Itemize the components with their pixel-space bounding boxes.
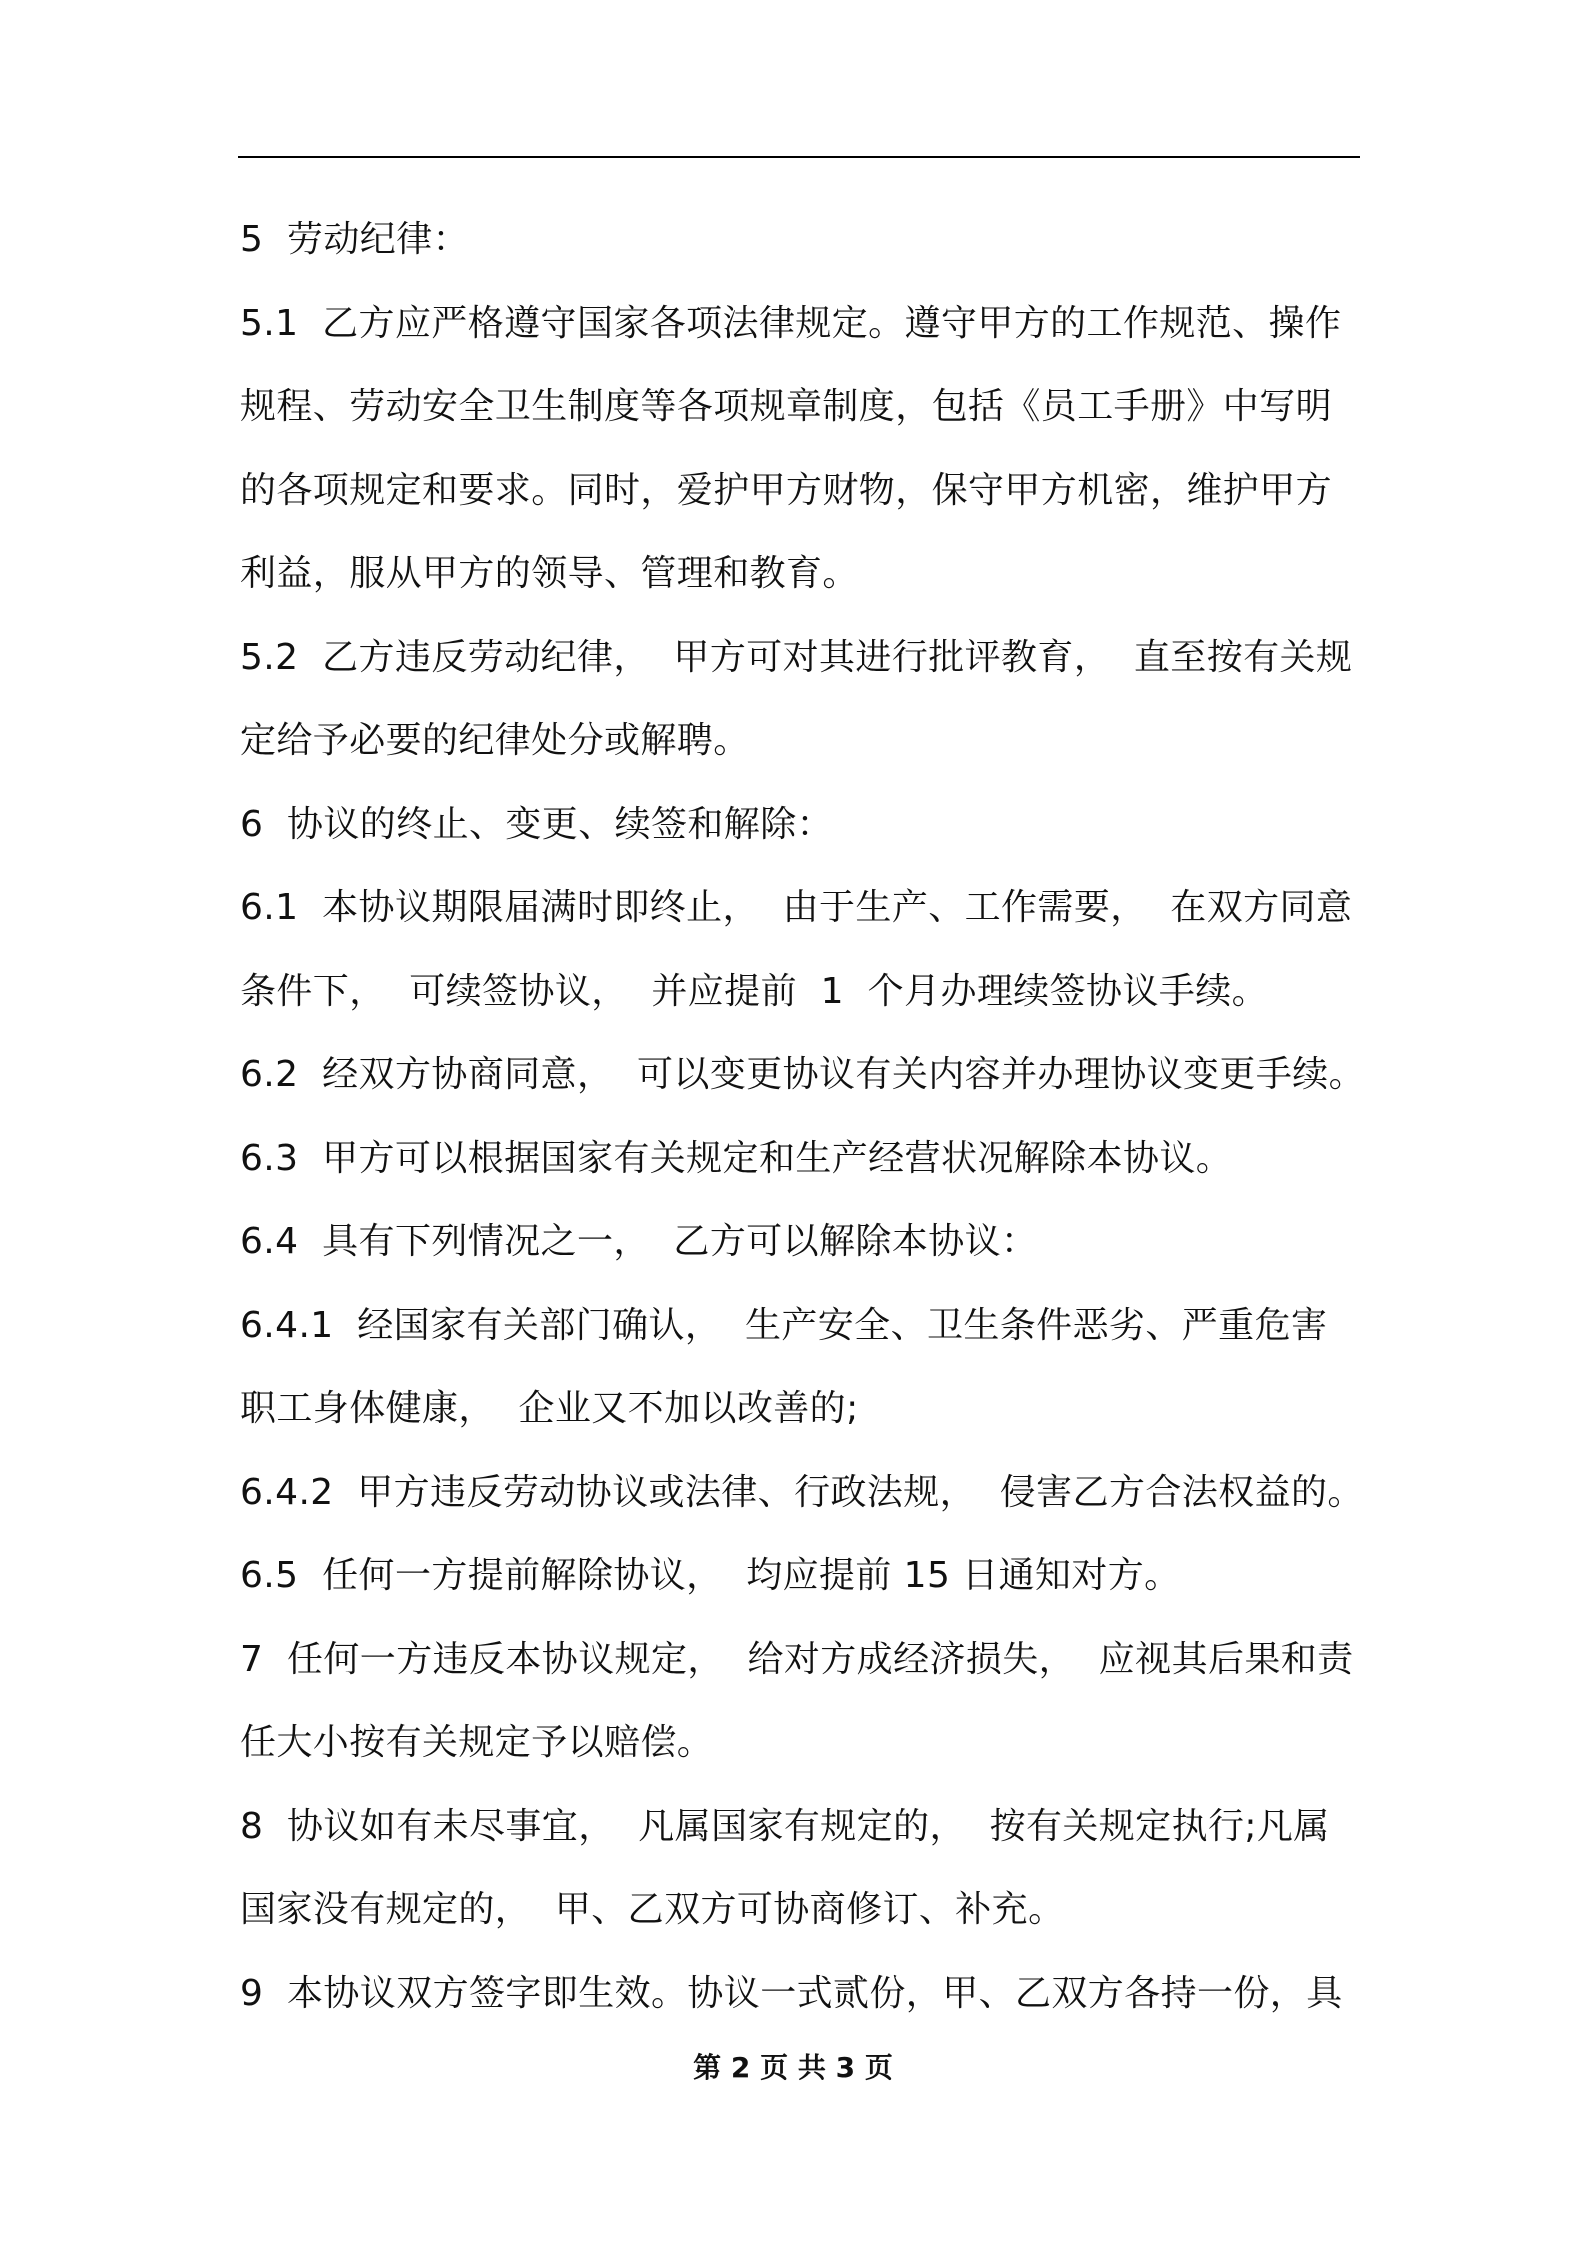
document-body [240, 198, 1370, 2035]
text-line: 国家没有规定的， 甲、乙双方可协商修订、补充。 [240, 1889, 1065, 1930]
text-line: 6 协议的终止、变更、续签和解除： [240, 803, 833, 845]
text-line: 6.4 具有下列情况之一， 乙方可以解除本协议： [240, 1221, 1038, 1262]
text-line: 5.2 乙方违反劳动纪律， 甲方可对其进行批评教育， 直至按有关规 [240, 636, 1353, 678]
text-line: 6.3 甲方可以根据国家有关规定和生产经营状况解除本协议。 [240, 1137, 1233, 1179]
text-line: 5.1 乙方应严格遵守国家各项法律规定。遵守甲方的工作规范、操作 [240, 302, 1342, 344]
text-line: 6.2 经双方协商同意， 可以变更协议有关内容并办理协议变更手续。 [240, 1054, 1366, 1095]
text-line: 任大小按有关规定予以赔偿。 [240, 1722, 714, 1763]
text-line: 职工身体健康， 企业又不加以改善的; [240, 1388, 859, 1429]
text-line: 6.1 本协议期限届满时即终止， 由于生产、工作需要， 在双方同意 [240, 887, 1353, 928]
text-line: 6.5 任何一方提前解除协议， 均应提前 15 日通知对方。 [240, 1555, 1181, 1596]
page-number: 第 2 页 共 3 页 [693, 2051, 893, 2084]
text-line: 定给予必要的纪律处分或解聘。 [240, 720, 750, 761]
text-line: 6.4.2 甲方违反劳动协议或法律、行政法规， 侵害乙方合法权益的。 [240, 1471, 1364, 1513]
text-line: 条件下， 可续签协议， 并应提前 1 个月办理续签协议手续。 [240, 970, 1269, 1012]
header-rule [238, 156, 1360, 158]
text-line: 6.4.1 经国家有关部门确认， 生产安全、卫生条件恶劣、严重危害 [240, 1304, 1328, 1346]
text-line: 5 劳动纪律： [240, 219, 469, 260]
text-line: 规程、劳动安全卫生制度等各项规章制度，包括《员工手册》中写明 [240, 386, 1333, 427]
text-line: 7 任何一方违反本协议规定， 给对方成经济损失， 应视其后果和责 [240, 1638, 1354, 1680]
text-line: 8 协议如有未尽事宜， 凡属国家有规定的， 按有关规定执行;凡属 [240, 1805, 1330, 1847]
text-line: 的各项规定和要求。同时，爱护甲方财物，保守甲方机密，维护甲方 [240, 469, 1333, 511]
text-line: 9 本协议双方签字即生效。协议一式贰份，甲、乙双方各持一份，具 [240, 1972, 1343, 2014]
text-line: 利益，服从甲方的领导、管理和教育。 [240, 553, 859, 594]
